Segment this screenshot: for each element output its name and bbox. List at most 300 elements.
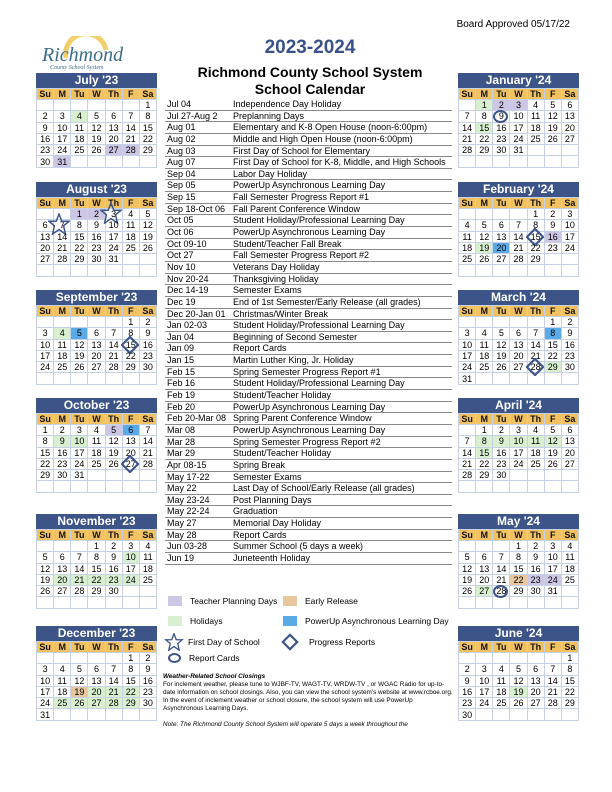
legend-teacher-planning [168,596,277,606]
empty-cell [544,597,561,608]
empty-cell [122,373,139,384]
weekday-header: M [476,306,493,317]
day-cell: 9 [139,664,156,675]
empty-cell [105,317,122,328]
legend-first-day [164,633,260,651]
event-date: Feb 20 [167,401,196,412]
weekday-header: Sa [139,530,156,541]
day-cell: 16 [493,122,510,133]
day-cell: 8 [122,664,139,675]
day-cell: 8 [37,436,54,447]
empty-cell [105,265,122,276]
day-cell: 21 [459,133,476,144]
event-row [165,530,452,542]
day-cell: 6 [561,425,578,436]
day-cell: 15 [122,675,139,686]
event-row [165,122,452,134]
month-calendar [458,398,579,493]
day-cell: 28 [122,145,139,156]
weekday-header: Tu [71,530,88,541]
day-cell: 23 [493,458,510,469]
event-row [165,413,452,425]
day-cell: 17 [37,350,54,361]
day-cell: 16 [544,231,561,242]
empty-cell [139,156,156,167]
empty-cell [476,317,493,328]
weekday-header: Sa [139,642,156,653]
event-description: Elementary and K-8 Open House (noon-6:00pm) [233,122,428,133]
day-cell: 9 [459,675,476,686]
weekday-header: W [510,530,527,541]
event-description: Student Holiday/Professional Learning Day [233,215,405,226]
day-cell: 14 [105,339,122,350]
event-description: Spring Semester Progress Report #2 [233,436,381,447]
weekday-header: F [544,198,561,209]
day-cell: 25 [88,458,105,469]
day-cell: 22 [88,574,105,585]
event-row [165,180,452,192]
day-cell: 5 [493,328,510,339]
legend-label: Early Release [305,596,358,606]
day-cell: 23 [561,350,578,361]
weekday-header: Su [459,530,476,541]
day-cell: 18 [527,447,544,458]
weekday-header: W [510,306,527,317]
day-cell: 23 [54,458,71,469]
empty-cell [37,653,54,664]
empty-cell [544,254,561,265]
event-row [165,390,452,402]
day-cell: 28 [105,698,122,709]
day-cell: 1 [527,209,544,220]
day-cell: 24 [544,574,561,585]
event-description: Semester Exams [233,471,302,482]
day-cell: 3 [71,425,88,436]
empty-cell [54,100,71,111]
month-calendar [458,626,579,721]
empty-cell [544,653,561,664]
empty-cell [139,254,156,265]
event-description: Student Holiday/Professional Learning Day [233,378,405,389]
event-date: Sep 15 [167,192,196,203]
empty-cell [544,481,561,492]
month-title: February '24 [458,182,579,197]
day-cell: 22 [561,686,578,697]
day-cell: 9 [527,552,544,563]
day-cell: 3 [54,111,71,122]
event-row [165,111,452,123]
event-description: PowerUp Asynchronous Learning Day [233,424,386,435]
day-cell: 4 [459,220,476,231]
event-description: Middle and High Open House (noon-6:00pm) [233,133,413,144]
event-description: End of 1st Semester/Early Release (all grades) [233,296,421,307]
day-cell: 29 [527,254,544,265]
month-title: December '23 [36,626,157,641]
day-cell: 14 [122,122,139,133]
weekday-header: W [510,198,527,209]
empty-cell [88,156,105,167]
day-cell: 13 [527,675,544,686]
empty-cell [459,425,476,436]
empty-cell [71,597,88,608]
day-cell: 29 [37,470,54,481]
day-cell: 28 [71,586,88,597]
day-cell: 8 [88,552,105,563]
weekday-header: W [88,642,105,653]
day-cell: 21 [459,458,476,469]
day-cell: 16 [139,339,156,350]
day-cell: 30 [527,586,544,597]
empty-cell [510,317,527,328]
event-row [165,378,452,390]
day-cell: 18 [139,563,156,574]
weekday-header: Tu [493,530,510,541]
day-cell: 16 [493,447,510,458]
day-cell: 4 [54,664,71,675]
day-cell: 30 [139,362,156,373]
day-cell: 25 [561,574,578,585]
weekday-header: Sa [561,414,578,425]
empty-cell [71,541,88,552]
month-calendar [36,73,157,168]
day-cell: 14 [544,675,561,686]
empty-cell [122,709,139,720]
day-cell: 16 [561,339,578,350]
empty-cell [105,373,122,384]
empty-cell [37,209,54,220]
day-cell: 10 [459,339,476,350]
empty-cell [493,709,510,720]
calendar-title: School Calendar [254,81,366,97]
day-cell: 19 [139,231,156,242]
weekday-header: Th [105,642,122,653]
logo-graphic [36,36,136,72]
day-cell: 7 [71,552,88,563]
weather-closings-text: For inclement weather, please tune to WJBF-TV, WAGT-TV, WRDW-TV , or WGAC Radio for up-to-date information on school closings. Also, you can view the school system's website at www.rcboe.org. In the event of inclement weather or school closure, the school system will use PowerUp Asynchronous Learning Days. [163,681,453,712]
event-row [165,285,452,297]
day-cell: 9 [54,436,71,447]
event-date: Jan 09 [167,343,195,354]
month-title: July '23 [36,73,157,88]
day-cell: 9 [544,220,561,231]
day-cell: 29 [122,698,139,709]
day-cell: 12 [459,563,476,574]
event-row [165,99,452,111]
day-cell: 15 [527,231,544,242]
event-date: Apr 08-15 [167,459,207,470]
empty-cell [122,470,139,481]
legend-powerup [283,616,449,626]
holiday-swatch [168,616,182,626]
day-cell: 31 [71,470,88,481]
day-cell: 29 [476,470,493,481]
weekday-header: Sa [561,530,578,541]
day-cell: 20 [122,447,139,458]
empty-cell [54,265,71,276]
event-description: First Day of School for K-8, Middle, and High Schools [233,157,446,168]
day-cell: 30 [88,254,105,265]
day-cell: 10 [476,675,493,686]
day-cell: 10 [122,552,139,563]
weekday-header: Sa [561,89,578,100]
day-cell: 18 [459,242,476,253]
event-date: Feb 19 [167,390,196,401]
weekday-header: M [476,89,493,100]
event-description: Christmas/Winter Break [233,308,329,319]
event-row [165,425,452,437]
weekday-header: W [510,414,527,425]
day-cell: 14 [54,231,71,242]
day-cell: 9 [37,122,54,133]
day-cell: 24 [122,574,139,585]
day-cell: 23 [139,350,156,361]
day-cell: 18 [476,350,493,361]
day-cell: 25 [527,458,544,469]
month-calendar [36,514,157,609]
day-cell: 9 [88,220,105,231]
day-cell: 20 [527,686,544,697]
empty-cell [510,156,527,167]
event-description: Semester Exams [233,285,302,296]
day-cell: 15 [88,563,105,574]
month-calendar [458,514,579,609]
weekday-header: W [88,89,105,100]
day-cell: 23 [493,133,510,144]
empty-cell [88,709,105,720]
empty-cell [561,597,578,608]
weekday-header: Su [459,642,476,653]
event-description: Summer School (5 days a week) [233,541,364,552]
day-cell: 15 [544,339,561,350]
event-description: Student/Teacher Holiday [233,390,332,401]
event-description: Spring Break [233,459,286,470]
day-cell: 28 [493,586,510,597]
empty-cell [527,481,544,492]
circle-icon [168,653,181,663]
empty-cell [139,586,156,597]
empty-cell [88,100,105,111]
weekday-header: F [544,89,561,100]
day-cell: 5 [476,220,493,231]
legend-label: Progress Reports [309,637,376,647]
day-cell: 3 [37,328,54,339]
weekday-header: Th [105,198,122,209]
weekday-header: Tu [493,414,510,425]
day-cell: 21 [105,686,122,697]
weekday-header: Sa [139,414,156,425]
empty-cell [71,265,88,276]
event-row [165,343,452,355]
day-cell: 14 [139,436,156,447]
diamond-icon [281,633,299,651]
empty-cell [476,709,493,720]
empty-cell [561,254,578,265]
day-cell: 2 [54,425,71,436]
day-cell: 13 [54,563,71,574]
day-cell: 23 [544,242,561,253]
day-cell: 11 [561,552,578,563]
event-description: Graduation [233,506,278,517]
day-cell: 28 [459,145,476,156]
empty-cell [527,653,544,664]
day-cell: 26 [493,362,510,373]
day-cell: 20 [37,242,54,253]
weekday-header: Su [37,530,54,541]
empty-cell [71,317,88,328]
event-date: Jan 02-03 [167,320,208,331]
event-date: Mar 28 [167,436,196,447]
empty-cell [527,317,544,328]
day-cell: 26 [544,133,561,144]
empty-cell [139,265,156,276]
day-cell: 7 [544,664,561,675]
event-row [165,483,452,495]
day-cell: 3 [561,209,578,220]
day-cell: 17 [54,133,71,144]
day-cell: 30 [493,145,510,156]
day-cell: 10 [54,122,71,133]
event-description: Student/Teacher Holiday [233,448,332,459]
day-cell: 20 [493,242,510,253]
day-cell: 12 [544,111,561,122]
event-description: Beginning of Second Semester [233,331,358,342]
day-cell: 2 [493,425,510,436]
legend-early-release [283,596,358,606]
day-cell: 16 [37,133,54,144]
weekday-header: M [476,642,493,653]
day-cell: 9 [493,111,510,122]
day-cell: 13 [88,675,105,686]
day-cell: 6 [527,664,544,675]
event-row [165,320,452,332]
weekday-header: M [476,414,493,425]
day-cell: 29 [510,586,527,597]
empty-cell [54,597,71,608]
day-cell: 27 [88,362,105,373]
day-cell: 10 [71,436,88,447]
day-cell: 17 [561,231,578,242]
day-cell: 17 [476,686,493,697]
event-row [165,448,452,460]
day-cell: 29 [476,145,493,156]
day-cell: 8 [476,111,493,122]
weekday-header: W [88,306,105,317]
day-cell: 23 [527,574,544,585]
weekday-header: M [476,198,493,209]
empty-cell [54,653,71,664]
day-cell: 27 [476,586,493,597]
day-cell: 22 [544,350,561,361]
empty-cell [37,265,54,276]
day-cell: 30 [561,362,578,373]
day-cell: 8 [476,436,493,447]
event-row [165,169,452,181]
day-cell: 18 [493,686,510,697]
event-row [165,262,452,274]
day-cell: 27 [527,698,544,709]
day-cell: 10 [544,552,561,563]
weekday-header: F [122,414,139,425]
event-date: Sep 05 [167,180,196,191]
event-description: Report Cards [233,529,287,540]
weekday-header: Th [527,642,544,653]
empty-cell [459,597,476,608]
day-cell: 28 [544,698,561,709]
day-cell: 22 [476,458,493,469]
day-cell: 11 [54,339,71,350]
day-cell: 20 [510,350,527,361]
empty-cell [122,265,139,276]
day-cell: 11 [493,675,510,686]
empty-cell [493,373,510,384]
empty-cell [139,470,156,481]
empty-cell [561,586,578,597]
day-cell: 7 [105,664,122,675]
day-cell: 21 [122,133,139,144]
empty-cell [510,597,527,608]
legend-label: PowerUp Asynchronous Learning Day [305,616,449,626]
empty-cell [476,209,493,220]
event-row [165,250,452,262]
event-date: Dec 20-Jan 01 [167,308,226,319]
day-cell: 21 [527,350,544,361]
empty-cell [476,265,493,276]
empty-cell [54,541,71,552]
weekday-header: Su [37,198,54,209]
day-cell: 1 [139,100,156,111]
day-cell: 27 [510,362,527,373]
empty-cell [527,156,544,167]
day-cell: 13 [37,231,54,242]
weekday-header: F [122,306,139,317]
month-title: April '24 [458,398,579,413]
day-cell: 7 [493,552,510,563]
day-cell: 20 [561,122,578,133]
day-cell: 31 [510,145,527,156]
event-date: Oct 27 [167,250,194,261]
day-cell: 2 [88,209,105,220]
empty-cell [88,470,105,481]
day-cell: 18 [527,122,544,133]
weekday-header: Tu [71,306,88,317]
day-cell: 30 [493,470,510,481]
day-cell: 1 [37,425,54,436]
day-cell: 26 [139,242,156,253]
day-cell: 17 [510,447,527,458]
event-description: Thanksgiving Holiday [233,273,319,284]
empty-cell [493,209,510,220]
weekday-header: Su [37,306,54,317]
empty-cell [71,481,88,492]
day-cell: 6 [105,111,122,122]
weekday-header: Tu [71,414,88,425]
weekday-header: F [122,642,139,653]
legend-label: Teacher Planning Days [190,596,278,606]
empty-cell [561,709,578,720]
event-date: Aug 01 [167,122,196,133]
event-description: Spring Semester Progress Report #1 [233,366,381,377]
day-cell: 27 [37,254,54,265]
day-cell: 25 [493,698,510,709]
empty-cell [476,653,493,664]
empty-cell [476,541,493,552]
day-cell: 2 [544,209,561,220]
empty-cell [561,265,578,276]
empty-cell [493,541,510,552]
weekday-header: Su [459,306,476,317]
event-description: Student Holiday/Professional Learning Day [233,320,405,331]
day-cell: 16 [88,231,105,242]
